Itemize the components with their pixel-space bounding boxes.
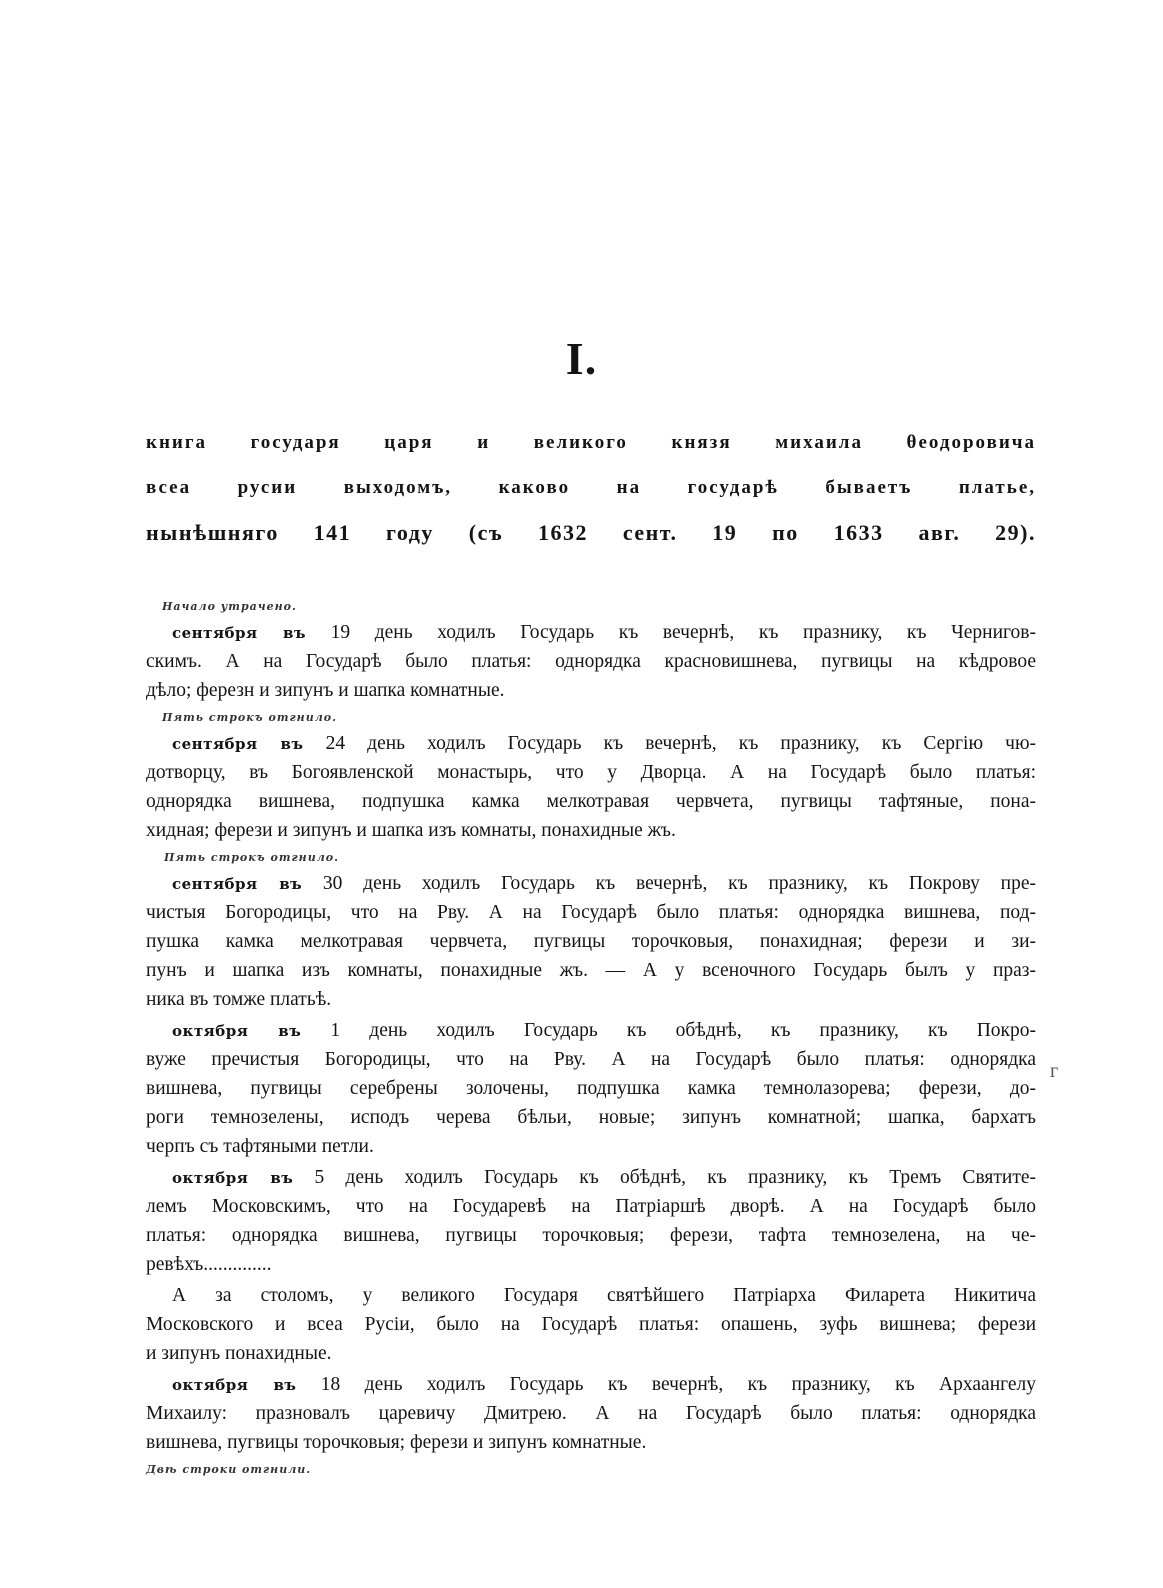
text-line: ревѣхъ.............. <box>146 1254 272 1275</box>
editorial-note: Двѣ строки отгнили. <box>146 1463 312 1476</box>
text-line: дотворцу, въ Богоявленской монастырь, что у Дворца. А на Государѣ было платья: <box>146 762 1036 783</box>
entry-date: октября въ <box>172 1022 302 1040</box>
text-line: хидная; ферези и зипунъ и шапка изъ комнаты, понахидные жъ. <box>146 820 676 841</box>
text-line: вишнева, пугвицы торочковыя; ферези и зипунъ комнатные. <box>146 1432 647 1453</box>
text-line: роги темнозелены, исподъ черева бѣльи, новые; зипунъ комнатной; шапка, бархатъ <box>146 1107 1036 1128</box>
text-line: черпъ съ тафтяными петли. <box>146 1136 374 1157</box>
text-line: однорядка вишнева, подпушка камка мелкотравая червчета, пугвицы тафтяные, пона- <box>146 791 1036 812</box>
text-line: пунъ и шапка изъ комнаты, понахидные жъ. — А у всеночного Государь былъ у праз- <box>146 960 1036 981</box>
title-line: всеа русии выходомъ, каково на государѣ бываетъ платье, <box>146 477 1036 498</box>
margin-mark: г <box>1050 1060 1059 1082</box>
text-line: октября въ 18 день ходилъ Государь къ вечернѣ, къ празнику, къ Архаангелу <box>172 1374 1037 1395</box>
title-line: нынѣшняго 141 году (съ 1632 сент. 19 по 1633 авг. 29). <box>146 520 1036 545</box>
text-line: и зипунъ понахидные. <box>146 1343 332 1364</box>
entry-date: сентября въ <box>172 624 306 642</box>
text-line: ника въ томже платьѣ. <box>146 989 332 1010</box>
document-body <box>146 596 1036 1481</box>
entry-oct-5 <box>146 1163 1036 1279</box>
text-line: вишнева, пугвицы серебрены золочены, подпушка камка темнолазорева; ферези, до- <box>146 1078 1036 1099</box>
entry-sep-30 <box>146 869 1036 1014</box>
text-line: А за столомъ, у великого Государя святѣйшего Патріарха Филарета Никитича <box>172 1285 1036 1306</box>
text-line: пушка камка мелкотравая червчета, пугвицы торочковыя, понахидная; ферези и зи- <box>146 931 1036 952</box>
entry-sep-24 <box>146 729 1036 845</box>
editorial-note: Пять строкъ отгнило. <box>162 711 337 724</box>
entry-oct-1 <box>146 1016 1036 1161</box>
text-line: Михаилу: празновалъ царевичу Дмитрею. А на Государѣ было платья: однорядка <box>146 1403 1036 1424</box>
entry-date: сентября въ <box>172 875 303 893</box>
editorial-note: Начало утрачено. <box>162 600 297 613</box>
title-line: книга государя царя и великого князя михаила θеодоровича <box>146 432 1036 453</box>
chapter-numeral: I. <box>565 333 598 384</box>
entry-oct-18 <box>146 1370 1036 1457</box>
text-line: вуже пречистыя Богородицы, что на Рву. А на Государѣ было платья: однорядка <box>146 1049 1036 1070</box>
text-line: лемъ Московскимъ, что на Государевѣ на Патріаршѣ дворѣ. А на Государѣ было <box>146 1196 1036 1217</box>
text-line: платья: однорядка вишнева, пугвицы торочковыя; ферези, тафта темнозелена, на че- <box>146 1225 1036 1246</box>
text-line: скимъ. А на Государѣ было платья: однорядка красновишнева, пугвицы на кѣдровое <box>146 651 1036 672</box>
text-line: чистыя Богородицы, что на Рву. А на Государѣ было платья: однорядка вишнева, под- <box>146 902 1036 923</box>
entry-date: октября въ <box>172 1169 294 1187</box>
editorial-note: Пять строкъ отгнило. <box>164 851 339 864</box>
document-title <box>146 420 1036 555</box>
text-line: сентября въ 30 день ходилъ Государь къ вечернѣ, къ празнику, къ Покрову пре- <box>172 873 1037 894</box>
text-line: дѣло; ферезн и зипунъ и шапка комнатные. <box>146 680 505 701</box>
text-line: сентября въ 19 день ходилъ Государь къ вечернѣ, къ празнику, къ Чернигов- <box>172 622 1037 643</box>
entry-sep-19 <box>146 618 1036 705</box>
text-line: октября въ 1 день ходилъ Государь къ обѣднѣ, къ празнику, къ Покро- <box>172 1020 1036 1041</box>
entry-table <box>146 1281 1036 1368</box>
entry-date: октября въ <box>172 1376 297 1394</box>
text-line: октября въ 5 день ходилъ Государь къ обѣднѣ, къ празнику, къ Тремъ Святите- <box>172 1167 1036 1188</box>
entry-date: сентября въ <box>172 735 304 753</box>
text-line: Московского и всеа Русіи, было на Государѣ платья: опашень, зуфь вишнева; ферези <box>146 1314 1036 1335</box>
text-line: сентября въ 24 день ходилъ Государь къ вечернѣ, къ празнику, къ Сергію чю- <box>172 733 1037 754</box>
